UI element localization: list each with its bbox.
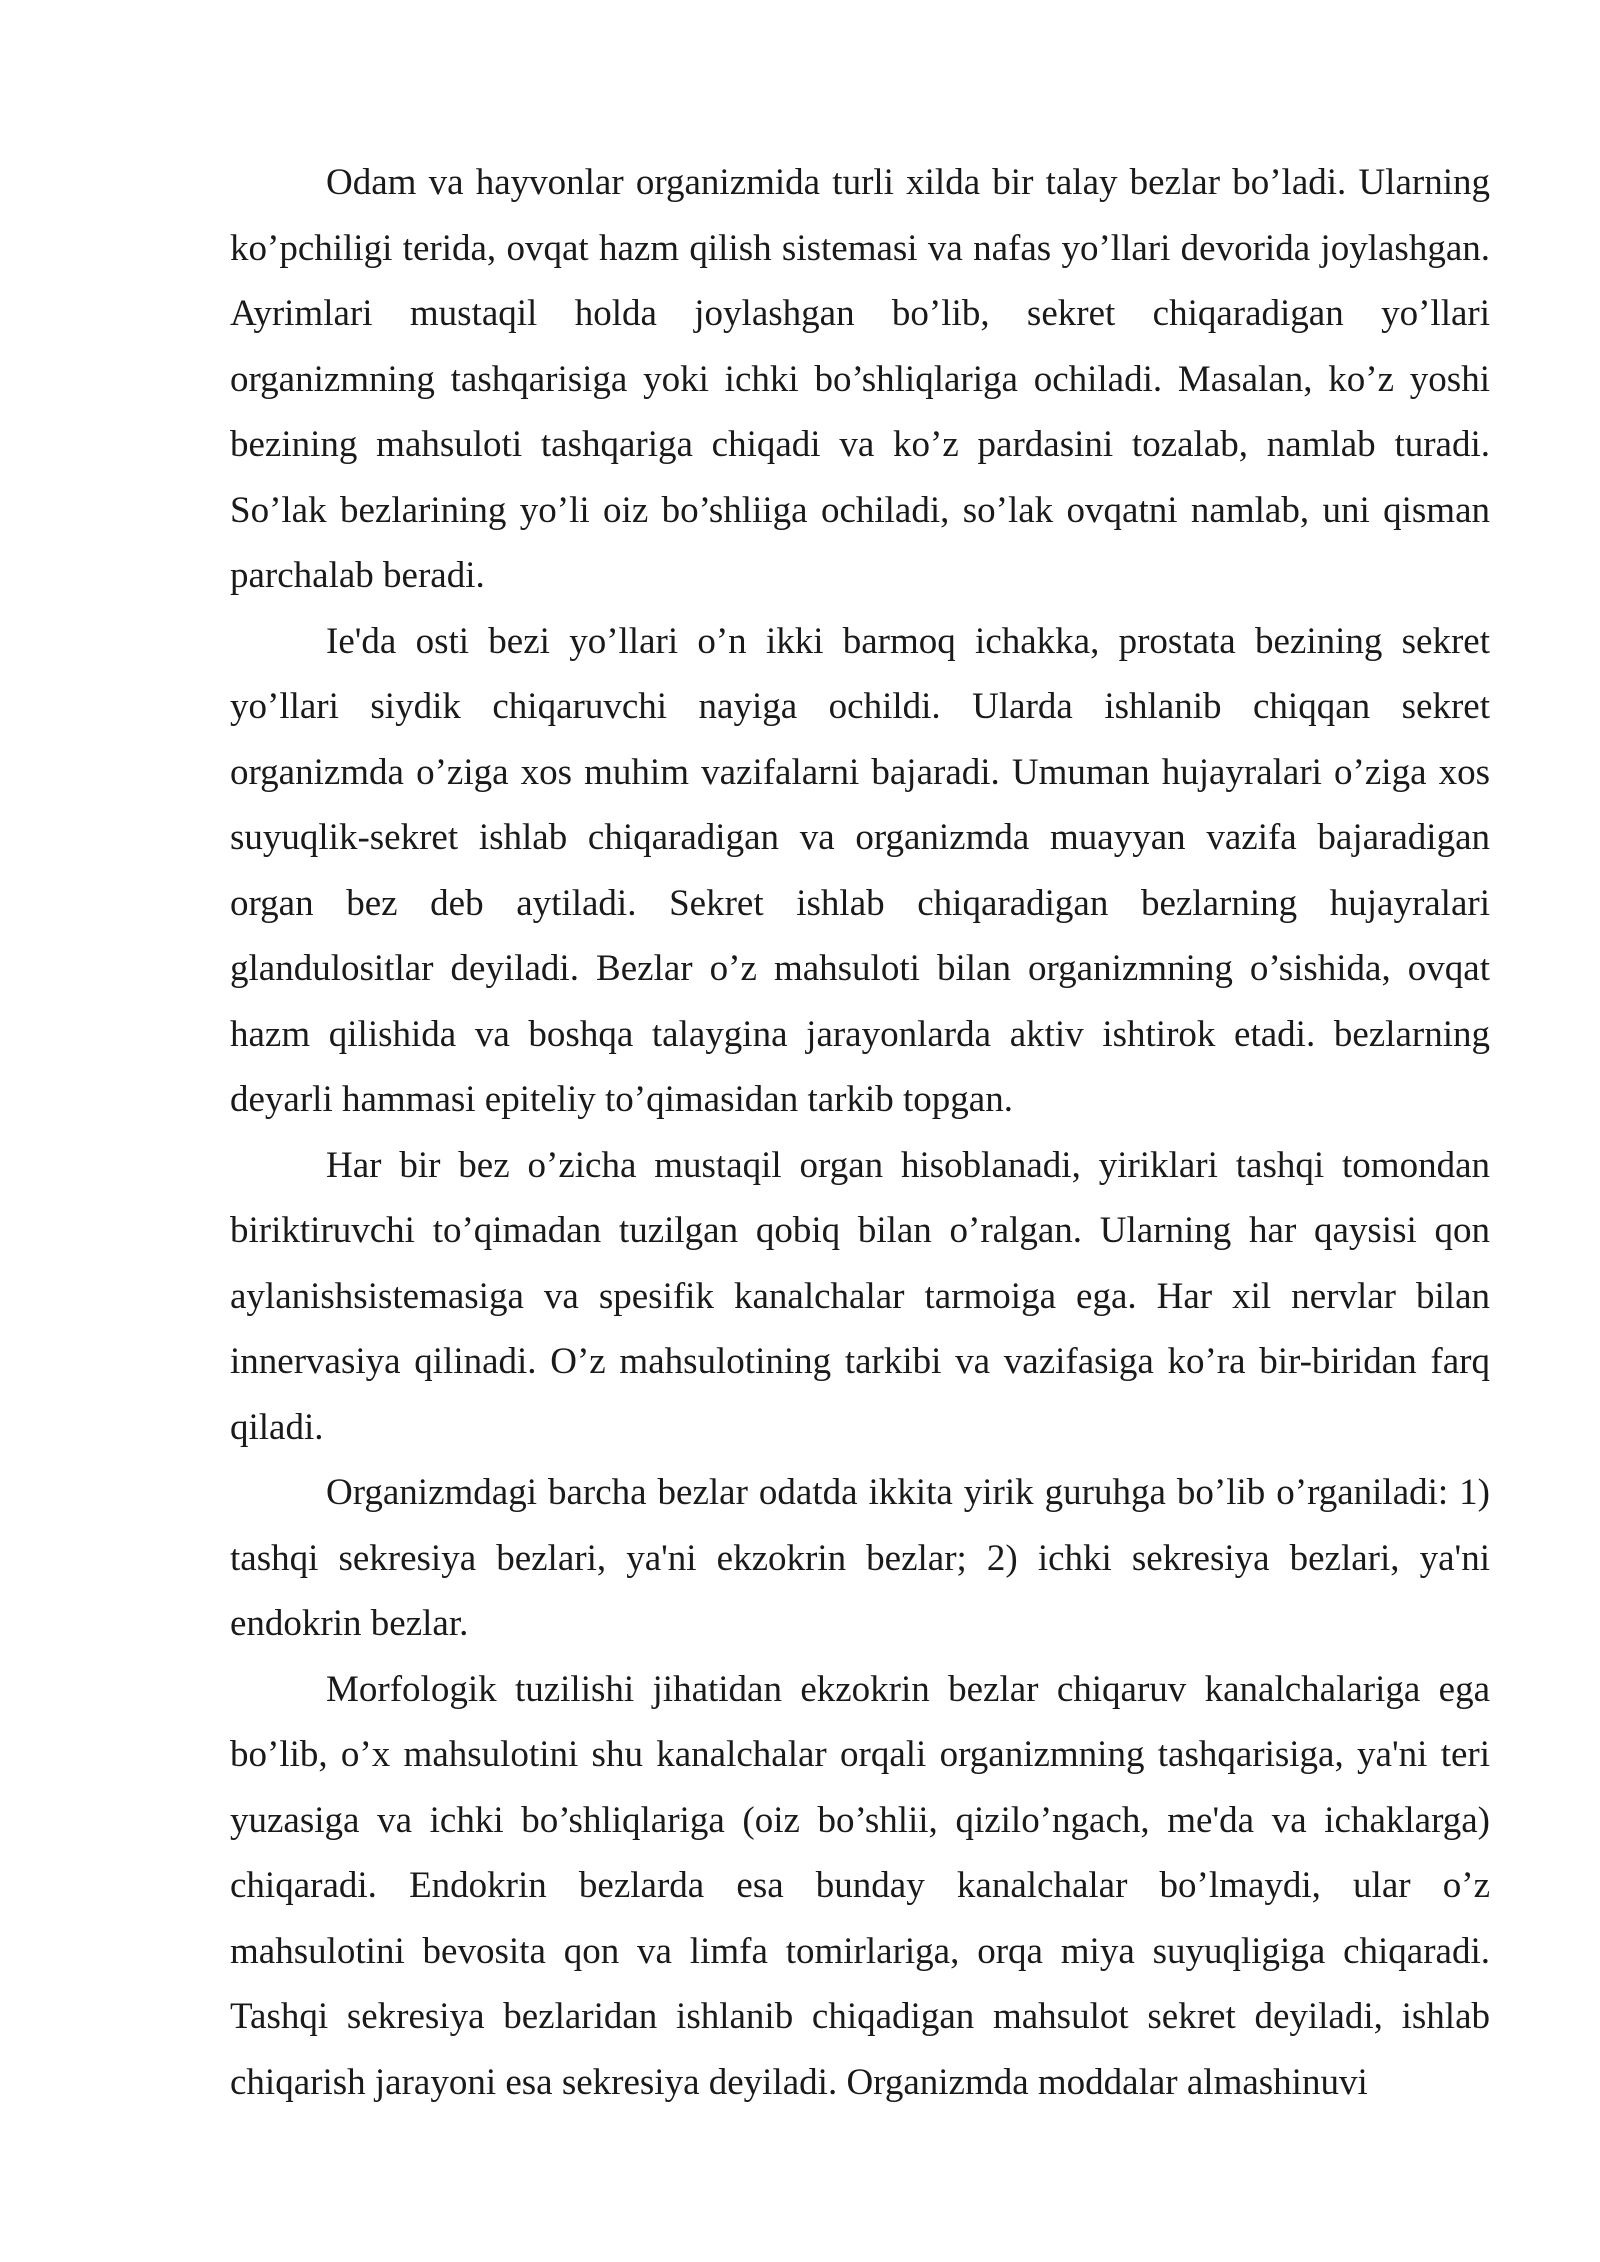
paragraph-3: Har bir bez o’zicha mustaqil organ hisoblanadi, yiriklari tashqi tomondan biriktiruvchi to’qimadan tuzilgan qobiq bilan o’ralgan. Ularning har qaysisi qon aylanishsistemasiga va spesifik kanalchalar tarmoiga ega. Har xil nervlar bilan innervasiya qilinadi. O’z mahsulotining tarkibi va vazifasiga ko’ra bir-biridan farq qiladi. (230, 1144, 1490, 1448)
document-body (230, 150, 1490, 2115)
paragraph-1: Odam va hayvonlar organizmida turli xilda bir talay bezlar bo’ladi. Ularning ko’pchiligi terida, ovqat hazm qilish sistemasi va nafas yo’llari devorida joylashgan. Ayrimlari mustaqil holda joylashgan bo’lib, sekret chiqaradigan yo’llari organizmning tashqarisiga yoki ichki bo’shliqlariga ochiladi. Masalan, ko’z yoshi bezining mahsuloti tashqariga chiqadi va ko’z pardasini tozalab, namlab turadi. So’lak bezlarining yo’li oiz bo’shliiga ochiladi, so’lak ovqatni namlab, uni qisman parchalab beradi. (230, 162, 1490, 596)
paragraph-2: Ie'da osti bezi yo’llari o’n ikki barmoq ichakka, prostata bezining sekret yo’llari siydik chiqaruvchi nayiga ochildi. Ularda ishlanib chiqqan sekret organizmda o’ziga xos muhim vazifalarni bajaradi. Umuman hujayralari o’ziga xos suyuqlik-sekret ishlab chiqaradigan va organizmda muayyan vazifa bajaradigan organ bez deb aytiladi. Sekret ishlab chiqaradigan bezlarning hujayralari glandulositlar deyiladi. Bezlar o’z mahsuloti bilan organizmning o’sishida, ovqat hazm qilishida va boshqa talaygina jarayonlarda aktiv ishtirok etadi. bezlarning deyarli hammasi epiteliy to’qimasidan tarkib topgan. (230, 620, 1490, 1120)
paragraph-5: Morfologik tuzilishi jihatidan ekzokrin bezlar chiqaruv kanalchalariga ega bo’lib, o’x mahsulotini shu kanalchalar orqali organizmning tashqarisiga, ya'ni teri yuzasiga va ichki bo’shliqlariga (oiz bo’shlii, qizilo’ngach, me'da va ichaklarga) chiqaradi. Endokrin bezlarda esa bunday kanalchalar bo’lmaydi, ular o’z mahsulotini bevosita qon va limfa tomirlariga, orqa miya suyuqligiga chiqaradi. Tashqi sekresiya bezlaridan ishlanib chiqadigan mahsulot sekret deyiladi, ishlab chiqarish jarayoni esa sekresiya deyiladi. Organizmda moddalar almashinuvi (230, 1668, 1490, 2103)
paragraph-4: Organizmdagi barcha bezlar odatda ikkita yirik guruhga bo’lib o’rganiladi: 1) tashqi sekresiya bezlari, ya'ni ekzokrin bezlar; 2) ichki sekresiya bezlari, ya'ni endokrin bezlar. (230, 1472, 1490, 1644)
